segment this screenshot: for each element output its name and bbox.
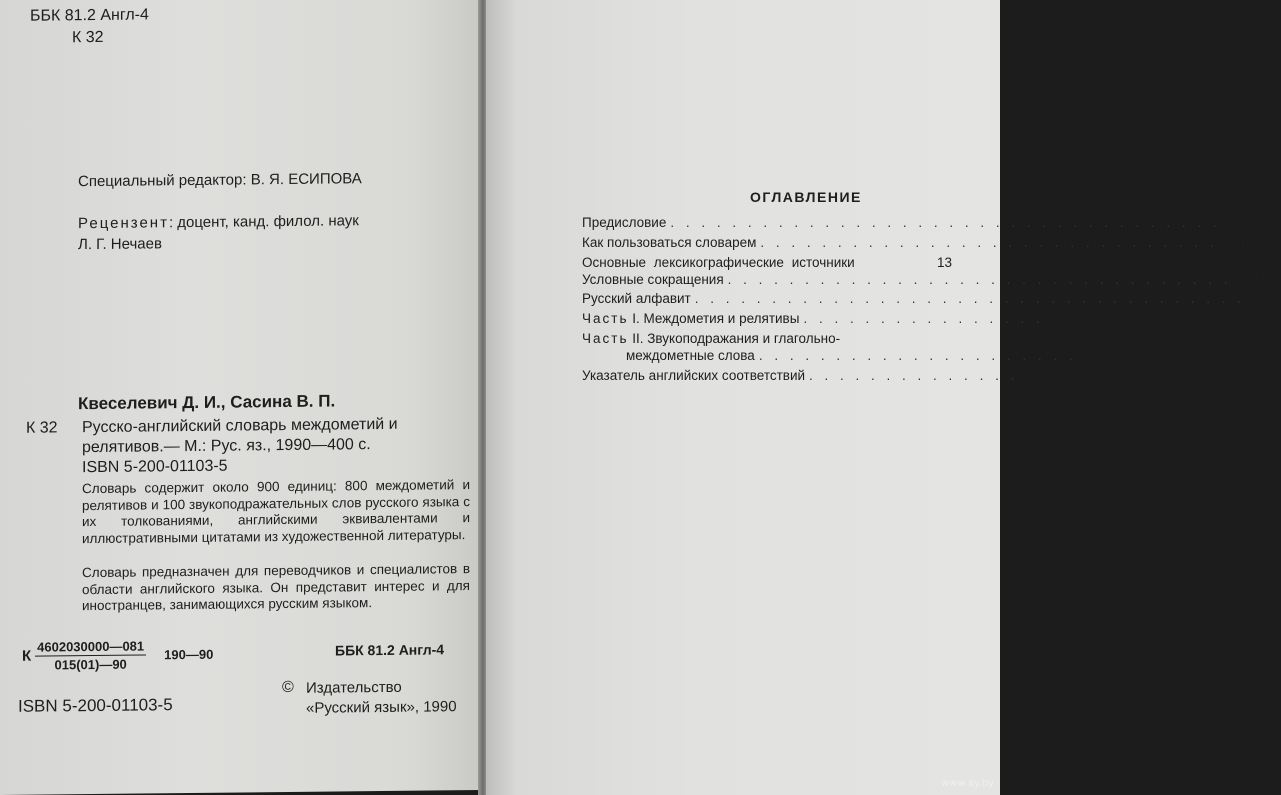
book-title-line-1: Русско-английский словарь междометий и — [82, 415, 398, 437]
right-page — [486, 0, 1281, 795]
table-of-contents — [582, 214, 1281, 387]
isbn-mid: ISBN 5-200-01103-5 — [82, 457, 228, 477]
reviewer-name: Л. Г. Нечаев — [78, 235, 162, 254]
toc-item-page: 13 — [936, 254, 952, 270]
left-page — [0, 0, 480, 795]
toc-item-leader: . . . . . . . . . . . . . . . . . . . . . . . . . . . . . . . . . . . . — [670, 215, 1221, 230]
toc-item-leader: . . . . . . . . . . . . . . . . . . . . . . . . . . . . . . . . . . . . — [694, 291, 1246, 307]
price-code-numerator: 4602030000—081 — [35, 638, 146, 656]
toc-item-part-word: Часть — [582, 330, 629, 346]
toc-item-page: 10 — [1238, 234, 1254, 250]
reviewer-role: Рецензент — [78, 214, 169, 233]
toc-item — [582, 234, 1254, 251]
toc-item — [582, 310, 1080, 327]
toc-item-leader: . . . . . . . . . . . . . . . . . . . . . — [758, 347, 1077, 363]
toc-item-label: Как пользоваться словарем — [582, 234, 757, 250]
toc-item-page: 6 — [1249, 215, 1257, 230]
author-mark-top: К 32 — [72, 28, 104, 47]
toc-item — [582, 254, 952, 271]
toc-item-label: Предисловие — [582, 215, 667, 230]
price-code-fraction — [35, 638, 146, 672]
toc-item — [582, 214, 1257, 231]
toc-item-page: 331 — [1090, 347, 1113, 363]
price-code-price: 190—90 — [164, 646, 214, 663]
price-code-letter: К — [22, 647, 32, 665]
toc-item-label: Условные сокращения — [582, 271, 724, 287]
toc-item-page: 16 — [1266, 291, 1281, 307]
toc-item — [582, 330, 952, 347]
bbk-code-bottom: ББК 81.2 Англ-4 — [335, 641, 445, 659]
watermark: www.ay.by — [941, 778, 994, 789]
toc-heading: ОГЛАВЛЕНИЕ — [750, 189, 862, 205]
toc-item-label — [582, 330, 840, 347]
toc-item — [582, 271, 1268, 288]
publisher-line-1: Издательство — [306, 678, 402, 697]
authors: Квеселевич Д. И., Сасина В. П. — [78, 391, 336, 414]
toc-item-part-word: Часть — [582, 311, 629, 327]
annotation-paragraph-2: Словарь предназначен для переводчиков и специалистов в области английского языка. Он представит интерес и для иностранцев, занимающихся русским языком. — [82, 561, 470, 614]
bbk-code-top: ББК 81.2 Англ-4 — [30, 6, 149, 25]
toc-item — [582, 367, 1055, 384]
publisher-line-2: «Русский язык», 1990 — [306, 698, 457, 717]
toc-item-label-line-2: междометные слова — [626, 347, 755, 363]
toc-item-part-title: I. Междометия и релятивы — [628, 311, 800, 327]
toc-item-leader: . . . . . . . . . . . . . . . . . . . . . . . . . . . . . . — [760, 234, 1218, 250]
price-code — [22, 638, 213, 673]
toc-item-page: 17 — [1064, 311, 1080, 327]
annotation-paragraph-1: Словарь содержит около 900 единиц: 800 междометий и релятивов и 100 звукоподражательных слов русского языка с их толкованиями, английскими эквивалентами и иллюстративными цитатами из художественной литературы. — [82, 477, 470, 546]
toc-item-part-title: II. Звукоподражания и глагольно- — [628, 330, 841, 346]
toc-item-leader: . . . . . . . . . . . . . . . . — [803, 311, 1044, 327]
toc-item — [582, 290, 1281, 307]
reviewer — [78, 212, 359, 232]
toc-item-page: 369 — [1031, 367, 1055, 383]
toc-item-leader: . . . . . . . . . . . . . . . . . . . . . . . . . . . . . . . . . — [727, 271, 1232, 287]
price-code-denominator: 015(01)—90 — [54, 656, 127, 673]
toc-item-continuation — [582, 347, 1113, 364]
toc-item-label — [582, 310, 799, 327]
copyright-icon: © — [282, 678, 294, 697]
toc-item-label: Указатель английских соответствий — [582, 367, 806, 383]
special-editor: Специальный редактор: В. Я. ЕСИПОВА — [78, 170, 362, 191]
toc-item-label: Основные лексикографические источники — [582, 254, 855, 270]
isbn-bottom: ISBN 5-200-01103-5 — [18, 695, 173, 716]
reviewer-details: : доцент, канд. филол. наук — [168, 212, 359, 232]
toc-item-page: 14 — [1252, 271, 1268, 287]
toc-item-leader: . . . . . . . . . . . . . . — [809, 367, 1019, 383]
author-mark-mid: К 32 — [26, 419, 58, 437]
book-title-line-2: релятивов.— М.: Рус. яз., 1990—400 с. — [82, 436, 371, 457]
toc-item-label: Русский алфавит — [582, 291, 691, 307]
